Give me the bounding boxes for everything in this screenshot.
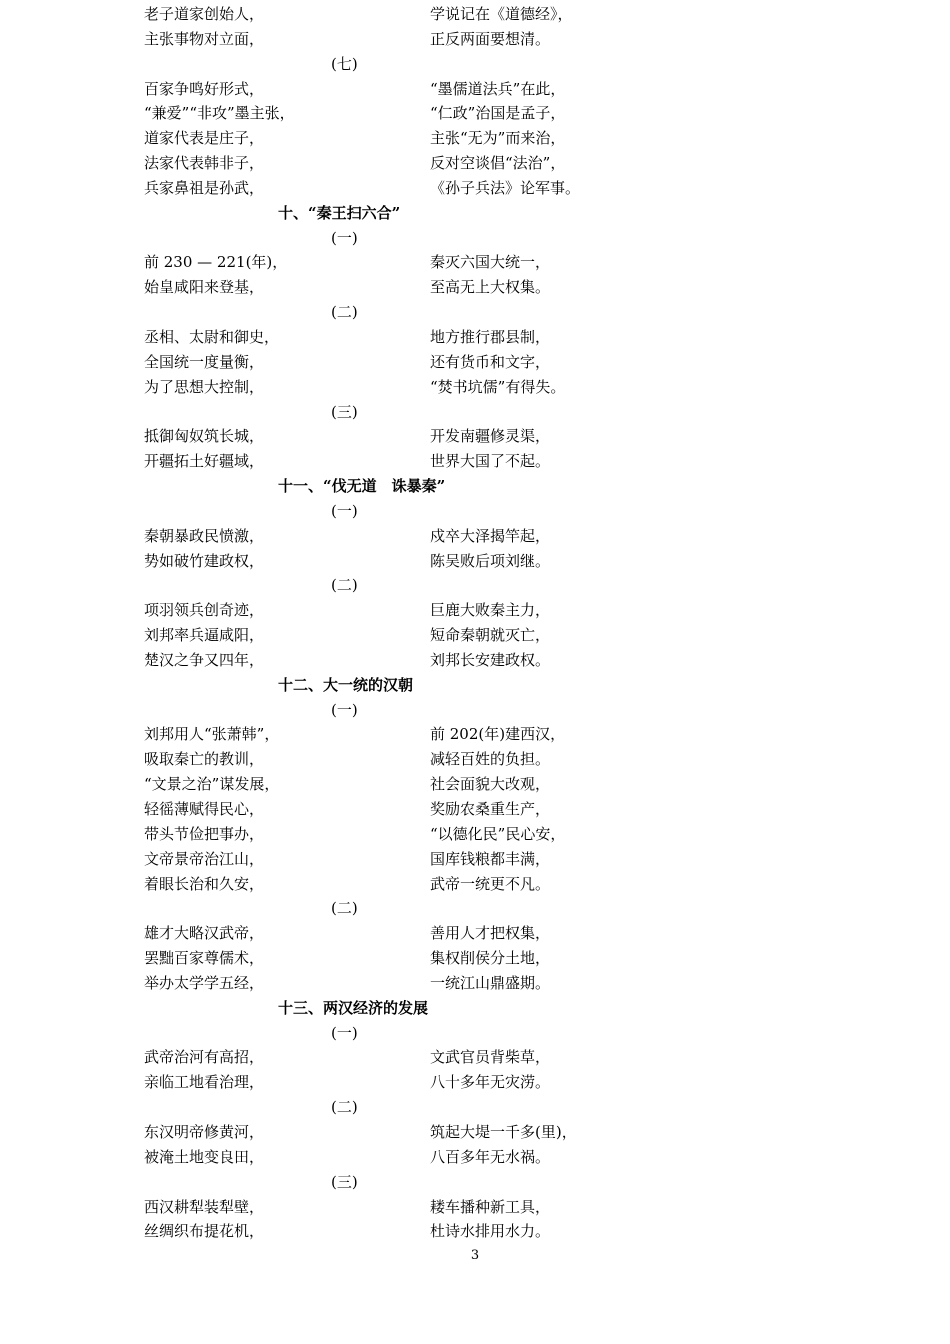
verse-left: 文帝景帝治江山，: [144, 849, 265, 868]
section-heading-line: [144, 996, 644, 1021]
verse-left: 刘邦用人“张萧韩”，: [144, 725, 280, 744]
verse-left: 武帝治河有高招，: [144, 1048, 265, 1067]
verse-right: 奖励农桑重生产，: [430, 800, 551, 818]
stanza-number-line: [144, 1095, 644, 1120]
verse-left: 项羽领兵创奇迹，: [144, 601, 265, 620]
stanza-number-line: [144, 896, 644, 921]
verse-line: [144, 623, 644, 648]
verse-right: 减轻百姓的负担。: [430, 750, 551, 769]
verse-line: [144, 325, 644, 350]
verse-left: 开疆拓土好疆域，: [144, 452, 265, 471]
verse-line: [144, 375, 644, 400]
verse-left: 轻徭薄赋得民心，: [144, 800, 265, 818]
verse-line: [144, 1145, 644, 1170]
verse-left: 始皇咸阳来登基，: [144, 278, 265, 297]
verse-right: 文武官员背柴草，: [430, 1048, 551, 1067]
verse-left: 兵家鼻祖是孙武，: [144, 178, 265, 197]
verse-line: [144, 648, 644, 673]
verse-left: 被淹土地变良田，: [144, 1147, 265, 1166]
verse-left: 丝绸织布提花机，: [144, 1222, 265, 1241]
verse-right: 前 202(年)建西汉，: [430, 725, 566, 744]
verse-right: 集权削侯分土地，: [430, 949, 551, 968]
stanza-number-line: [144, 226, 644, 251]
verse-right: 善用人才把权集，: [430, 924, 551, 943]
verse-left: “兼爱”“非攻”墨主张，: [144, 104, 295, 123]
section-heading: 十三、两汉经济的发展: [278, 998, 429, 1017]
verse-left: 丞相、太尉和御史，: [144, 327, 280, 346]
stanza-number-line: [144, 300, 644, 325]
section-heading: 十、“秦王扫六合”: [278, 203, 401, 222]
verse-line: [144, 151, 644, 176]
verse-left: 带头节俭把事办，: [144, 824, 265, 843]
verse-line: [144, 772, 644, 797]
verse-line: [144, 275, 644, 300]
verse-left: 楚汉之争又四年，: [144, 650, 265, 669]
stanza-number-line: [144, 499, 644, 524]
section-heading: 十二、大一统的汉朝: [278, 675, 414, 694]
verse-right: 开发南疆修灵渠，: [430, 427, 551, 446]
document-body: [144, 2, 644, 1244]
verse-right: 刘邦长安建政权。: [430, 650, 551, 669]
verse-right: 短命秦朝就灭亡，: [430, 626, 551, 645]
verse-line: [144, 549, 644, 574]
stanza-number: (一): [331, 501, 358, 520]
verse-right: “以德化民”民心安，: [430, 824, 566, 843]
verse-left: 抵御匈奴筑长城，: [144, 427, 265, 446]
stanza-number: (二): [331, 1098, 358, 1117]
verse-left: 举办太学学五经，: [144, 973, 265, 992]
verse-left: 罢黜百家尊儒术，: [144, 949, 265, 968]
verse-right: 杜诗水排用水力。: [430, 1222, 551, 1241]
verse-line: [144, 747, 644, 772]
verse-right: 地方推行郡县制，: [430, 327, 551, 346]
verse-left: 着眼长治和久安，: [144, 874, 265, 893]
verse-line: [144, 1219, 644, 1244]
stanza-number: (二): [331, 576, 358, 595]
section-heading: 十一、“伐无道 诛暴秦”: [278, 477, 446, 496]
verse-line: [144, 1045, 644, 1070]
stanza-number: (一): [331, 1023, 358, 1042]
page-number: 3: [470, 1248, 480, 1263]
stanza-number: (二): [331, 899, 358, 918]
section-heading-line: [144, 201, 644, 226]
verse-line: [144, 946, 644, 971]
verse-left: 势如破竹建政权，: [144, 551, 265, 570]
verse-left: 老子道家创始人，: [144, 5, 265, 23]
stanza-number: (三): [331, 402, 358, 421]
verse-line: [144, 449, 644, 474]
verse-line: [144, 2, 644, 27]
verse-line: [144, 350, 644, 375]
verse-left: “文景之治”谋发展，: [144, 775, 280, 794]
verse-left: 百家争鸣好形式，: [144, 79, 265, 98]
verse-left: 雄才大略汉武帝，: [144, 924, 265, 943]
verse-line: [144, 722, 644, 747]
verse-line: [144, 822, 644, 847]
verse-right: 《孙子兵法》论军事。: [430, 178, 581, 197]
verse-line: [144, 27, 644, 52]
section-heading-line: [144, 474, 644, 499]
stanza-number: (一): [331, 700, 358, 719]
verse-left: 为了思想大控制，: [144, 377, 265, 396]
verse-line: [144, 524, 644, 549]
verse-right: 八十多年无灾涝。: [430, 1073, 551, 1092]
section-heading-line: [144, 673, 644, 698]
verse-left: 秦朝暴政民愤激，: [144, 526, 265, 545]
verse-right: 学说记在《道德经》，: [430, 5, 573, 23]
verse-right: 陈吴败后项刘继。: [430, 551, 551, 570]
verse-line: [144, 1195, 644, 1220]
stanza-number: (七): [331, 54, 358, 73]
verse-right: “墨儒道法兵”在此，: [430, 79, 566, 98]
verse-right: “仁政”治国是孟子，: [430, 104, 566, 123]
verse-line: [144, 77, 644, 102]
verse-line: [144, 847, 644, 872]
verse-right: 巨鹿大败秦主力，: [430, 601, 551, 620]
stanza-number: (二): [331, 303, 358, 322]
verse-right: 社会面貌大改观，: [430, 775, 551, 794]
verse-right: 反对空谈倡“法治”，: [430, 154, 566, 173]
verse-left: 西汉耕犁装犁壁，: [144, 1197, 265, 1216]
verse-line: [144, 101, 644, 126]
verse-right: 秦灭六国大统一，: [430, 253, 551, 272]
verse-line: [144, 797, 644, 822]
verse-left: 吸取秦亡的教训，: [144, 750, 265, 769]
stanza-number-line: [144, 400, 644, 425]
verse-right: 世界大国了不起。: [430, 452, 551, 471]
verse-line: [144, 971, 644, 996]
verse-right: 筑起大堤一千多(里)，: [430, 1122, 577, 1141]
verse-right: 至高无上大权集。: [430, 278, 551, 297]
verse-line: [144, 1120, 644, 1145]
verse-right: 耧车播种新工具，: [430, 1197, 551, 1216]
verse-right: 武帝一统更不凡。: [430, 874, 551, 893]
verse-right: 国库钱粮都丰满，: [430, 849, 551, 868]
verse-right: 正反两面要想清。: [430, 29, 551, 48]
verse-line: [144, 424, 644, 449]
verse-right: 八百多年无水祸。: [430, 1147, 551, 1166]
verse-line: [144, 921, 644, 946]
stanza-number: (三): [331, 1172, 358, 1191]
stanza-number: (一): [331, 228, 358, 247]
verse-left: 东汉明帝修黄河，: [144, 1122, 265, 1141]
verse-right: 戍卒大泽揭竿起，: [430, 526, 551, 545]
verse-left: 全国统一度量衡，: [144, 352, 265, 371]
verse-line: [144, 1070, 644, 1095]
verse-right: 主张“无为”而来治，: [430, 129, 566, 148]
verse-left: 前 230 — 221(年)，: [144, 253, 288, 272]
verse-left: 亲临工地看治理，: [144, 1073, 265, 1092]
verse-right: 一统江山鼎盛期。: [430, 973, 551, 992]
verse-line: [144, 598, 644, 623]
verse-line: [144, 250, 644, 275]
verse-left: 道家代表是庄子，: [144, 129, 265, 148]
verse-left: 法家代表韩非子，: [144, 154, 265, 173]
stanza-number-line: [144, 698, 644, 723]
verse-left: 刘邦率兵逼咸阳，: [144, 626, 265, 645]
verse-line: [144, 176, 644, 201]
verse-line: [144, 126, 644, 151]
verse-left: 主张事物对立面，: [144, 29, 265, 48]
stanza-number-line: [144, 1021, 644, 1046]
verse-right: 还有货币和文字，: [430, 352, 551, 371]
verse-right: “焚书坑儒”有得失。: [430, 377, 566, 396]
stanza-number-line: [144, 573, 644, 598]
verse-line: [144, 872, 644, 897]
stanza-number-line: [144, 1170, 644, 1195]
stanza-number-line: [144, 52, 644, 77]
